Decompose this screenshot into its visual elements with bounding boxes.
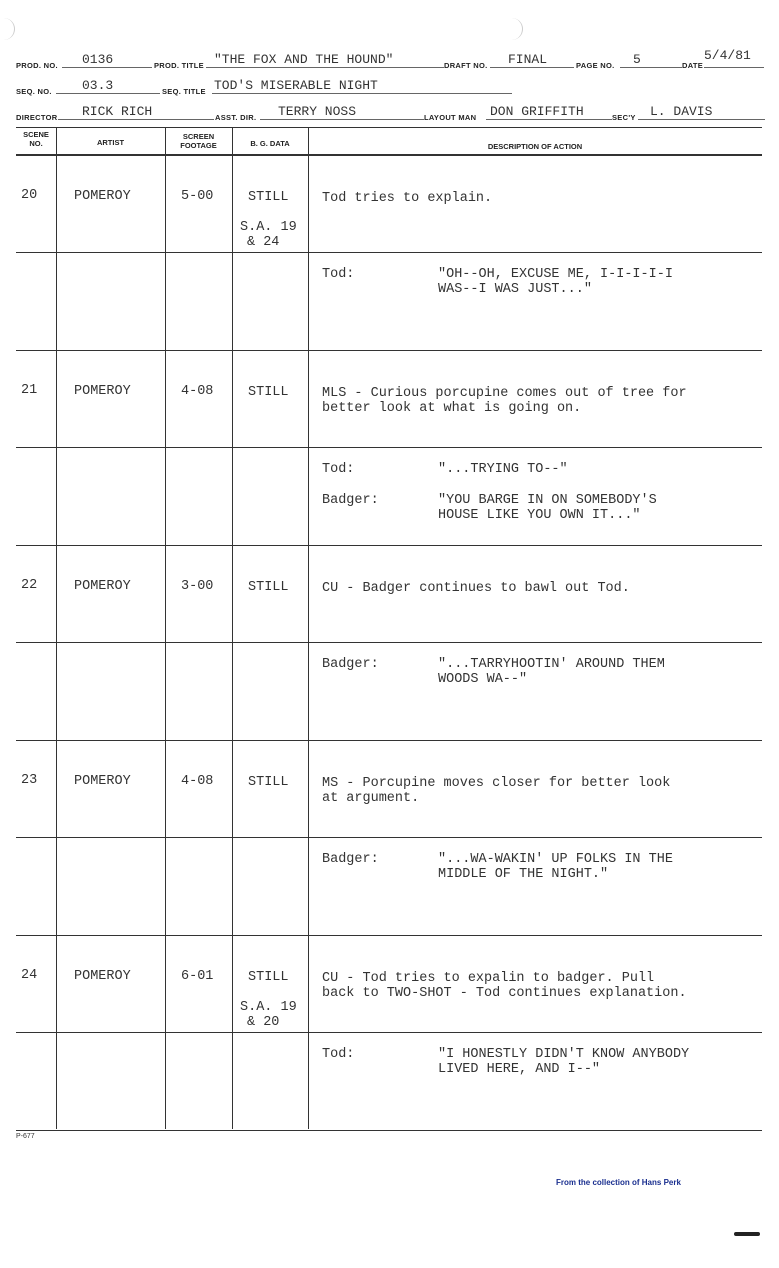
dialog-line: "YOU BARGE IN ON SOMEBODY'S: [438, 493, 657, 508]
dialog-speaker: Tod:: [322, 1047, 355, 1062]
page-no-label: PAGE NO.: [576, 61, 615, 70]
action-description: back to TWO-SHOT - Tod continues explanation.: [322, 986, 687, 1001]
screen-footage: 4-08: [181, 774, 214, 789]
col-divider-3: [232, 127, 233, 1129]
bg-data-extra: S.A. 19: [240, 220, 297, 235]
scene-number: 20: [21, 188, 38, 203]
secy-value: L. DAVIS: [650, 104, 713, 119]
action-description: CU - Tod tries to expalin to badger. Pull: [322, 971, 655, 986]
header-row-staff: [16, 102, 765, 124]
col-header-bg-data: B. G. DATA: [250, 139, 290, 148]
dialog-line: WAS--I WAS JUST...": [438, 282, 592, 297]
scene-number: 24: [21, 968, 38, 983]
table-header-border: [16, 154, 762, 156]
prod-title-value: "THE FOX AND THE HOUND": [214, 52, 394, 67]
dialog-line: HOUSE LIKE YOU OWN IT...": [438, 508, 641, 523]
dialog-line: LIVED HERE, AND I--": [438, 1062, 601, 1077]
header-row-production: [16, 50, 765, 72]
col-header-scene-line1: SCENE: [23, 130, 49, 139]
action-description: MLS - Curious porcupine comes out of tree for: [322, 386, 687, 401]
row-divider-end: [16, 545, 762, 546]
dialog-line: "...TARRYHOOTIN' AROUND THEM: [438, 657, 665, 672]
bg-data: STILL: [248, 970, 289, 985]
seq-no-label: SEQ. NO.: [16, 87, 52, 96]
dialog-line: "...WA-WAKIN' UP FOLKS IN THE: [438, 852, 673, 867]
row-divider-mid: [16, 1032, 762, 1033]
dialog-line: "I HONESTLY DIDN'T KNOW ANYBODY: [438, 1047, 690, 1062]
dialog-line: "...TRYING TO--": [438, 462, 568, 477]
artist-name: POMEROY: [74, 969, 131, 984]
col-header-scene: [16, 130, 56, 148]
dialog-line: WOODS WA--": [438, 672, 528, 687]
bg-data: STILL: [248, 580, 289, 595]
draft-no-value: FINAL: [508, 52, 548, 67]
dialog-line: "OH--OH, EXCUSE ME, I-I-I-I-I: [438, 267, 673, 282]
seq-title-label: SEQ. TITLE: [162, 87, 206, 96]
seq-no-value: 03.3: [82, 78, 114, 93]
prod-no-underline: [62, 67, 152, 68]
artist-name: POMEROY: [74, 384, 131, 399]
screen-footage: 4-08: [181, 384, 214, 399]
scene-number: 22: [21, 578, 38, 593]
table-top-border: [16, 127, 762, 128]
row-divider-mid: [16, 642, 762, 643]
collection-credit: From the collection of Hans Perk: [556, 1178, 681, 1187]
dialog-speaker: Tod:: [322, 462, 355, 477]
screen-footage: 6-01: [181, 969, 214, 984]
layout-man-label: LAYOUT MAN: [424, 113, 477, 122]
asst-dir-underline: [260, 119, 424, 120]
binder-hole-right: [508, 18, 523, 40]
bg-data-extra: & 24: [247, 235, 280, 250]
col-header-footage-line1: SCREEN: [182, 132, 215, 141]
bg-data-extra: & 20: [247, 1015, 280, 1030]
action-description: MS - Porcupine moves closer for better look: [322, 776, 671, 791]
date-value: 5/4/81: [704, 48, 751, 63]
row-divider-end: [16, 350, 762, 351]
scene-number: 23: [21, 773, 38, 788]
secy-underline: [638, 119, 765, 120]
date-label: DATE: [682, 61, 704, 70]
bg-data-extra: S.A. 19: [240, 1000, 297, 1015]
prod-no-label: PROD. NO.: [16, 61, 58, 70]
row-divider-mid: [16, 252, 762, 253]
prod-title-label: PROD. TITLE: [154, 61, 204, 70]
page-no-value: 5: [633, 52, 641, 67]
scene-number: 21: [21, 383, 38, 398]
col-header-artist: ARTIST: [96, 138, 125, 147]
col-header-scene-line2: NO.: [29, 139, 43, 148]
col-divider-2: [165, 127, 166, 1129]
action-description: CU - Badger continues to bawl out Tod.: [322, 581, 630, 596]
bg-data: STILL: [248, 190, 289, 205]
page-no-underline: [620, 67, 682, 68]
dialog-line: MIDDLE OF THE NIGHT.": [438, 867, 609, 882]
seq-title-underline: [212, 93, 512, 94]
action-description: Tod tries to explain.: [322, 191, 493, 206]
layout-man-value: DON GRIFFITH: [490, 104, 584, 119]
screen-footage: 3-00: [181, 579, 214, 594]
form-number: P-677: [16, 1133, 35, 1140]
col-divider-4: [308, 127, 309, 1129]
director-value: RICK RICH: [82, 104, 153, 119]
screen-footage: 5-00: [181, 189, 214, 204]
seq-no-underline: [56, 93, 160, 94]
row-divider-end: [16, 935, 762, 936]
binder-hole-left: [0, 18, 15, 40]
row-divider-end: [16, 740, 762, 741]
prod-title-underline: [206, 67, 444, 68]
secy-label: SEC'Y: [612, 113, 636, 122]
artist-name: POMEROY: [74, 579, 131, 594]
draft-no-label: DRAFT NO.: [444, 61, 488, 70]
layout-man-underline: [486, 119, 612, 120]
dialog-speaker: Badger:: [322, 657, 379, 672]
row-divider-mid: [16, 447, 762, 448]
date-underline: [704, 67, 764, 68]
artist-name: POMEROY: [74, 189, 131, 204]
prod-no-value: 0136: [82, 52, 114, 67]
draft-no-underline: [490, 67, 574, 68]
row-divider-end: [16, 1130, 762, 1131]
col-divider-1: [56, 127, 57, 1129]
col-header-description: DESCRIPTION OF ACTION: [487, 142, 583, 151]
asst-dir-label: ASST. DIR.: [215, 113, 257, 122]
artist-name: POMEROY: [74, 774, 131, 789]
director-underline: [58, 119, 214, 120]
action-description: at argument.: [322, 791, 420, 806]
row-divider-mid: [16, 837, 762, 838]
asst-dir-value: TERRY NOSS: [278, 104, 357, 119]
header-row-sequence: [16, 76, 765, 98]
dialog-speaker: Tod:: [322, 267, 355, 282]
action-description: better look at what is going on.: [322, 401, 582, 416]
bg-data: STILL: [248, 385, 289, 400]
col-header-footage: [165, 132, 232, 150]
col-header-footage-line2: FOOTAGE: [180, 141, 217, 150]
bg-data: STILL: [248, 775, 289, 790]
edge-mark: [734, 1232, 760, 1236]
dialog-speaker: Badger:: [322, 852, 379, 867]
dialog-speaker: Badger:: [322, 493, 379, 508]
seq-title-value: TOD'S MISERABLE NIGHT: [214, 78, 378, 93]
director-label: DIRECTOR: [16, 113, 58, 122]
